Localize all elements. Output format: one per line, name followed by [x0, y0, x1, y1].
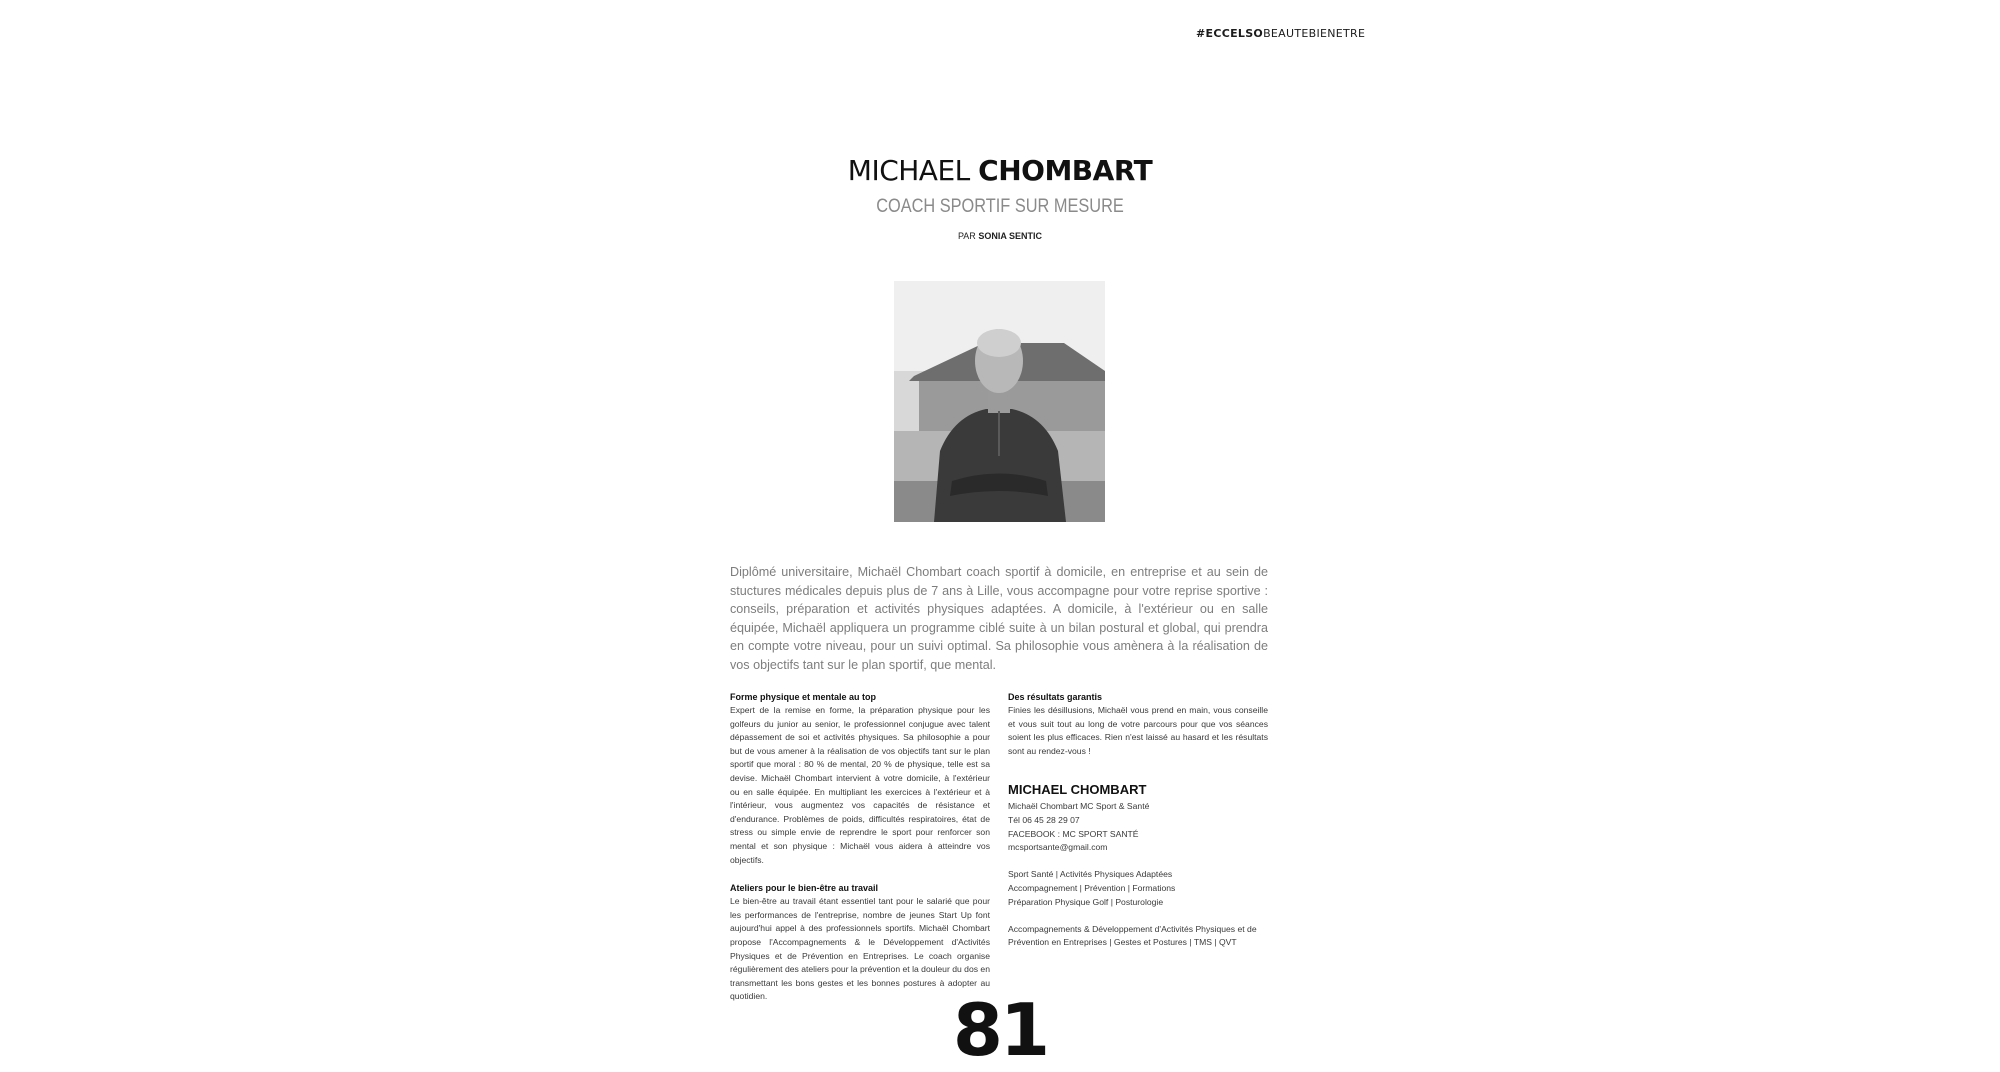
section-body: Finies les désillusions, Michaël vous prend en main, vous conseille et vous suit tout au long de votre parcours pour que vos séances soient les plus efficaces. Rien n'est laissé au hasard et les résultats sont au rendez-vous !: [1008, 705, 1268, 756]
magazine-hashtag: [1196, 27, 1365, 40]
hashtag-rest: BEAUTEBIENETRE: [1263, 27, 1366, 40]
article-title: [0, 154, 2000, 187]
section-heading: Des résultats garantis: [1008, 692, 1103, 702]
section-heading: Forme physique et mentale au top: [730, 692, 877, 702]
hashtag-bold: #ECCELSO: [1196, 27, 1264, 40]
right-column: [1008, 690, 1268, 950]
section-heading: Ateliers pour le bien-être au travail: [730, 883, 879, 894]
byline-prefix: PAR: [957, 231, 976, 241]
contact-name: MICHAEL CHOMBART: [1008, 782, 1147, 798]
byline-author: SONIA SENTIC: [978, 231, 1043, 241]
portrait-illustration: [894, 281, 1105, 522]
title-first-name: MICHAEL: [847, 154, 970, 187]
article-subtitle: COACH SPORTIF SUR MESURE: [876, 196, 1124, 217]
page-number: 81: [952, 988, 1048, 1072]
service-line: Préparation Physique Golf | Posturologie: [1008, 896, 1164, 907]
portrait-photo: [894, 281, 1105, 522]
article-intro: Diplômé universitaire, Michaël Chombart coach sportif à domicile, en entreprise et au sein de stuctures médicales depuis plus de 7 ans à Lille, vous accompagne pour votre reprise sportive : conseils, préparation et activités physiques adaptées. A domicile, à l'extérieur ou en salle équipée, Michaël appliquera un programme ciblé suite à un bilan postural et global, qui prendra en compte votre niveau, pour un suivi optimal. Sa philosophie vous amènera à la réalisation de vos objectifs tant sur le plan sportif, que mental.: [730, 565, 1268, 672]
service-line: Sport Santé | Activités Physiques Adaptées: [1008, 869, 1173, 880]
byline: [0, 231, 2000, 241]
title-last-name: CHOMBART: [978, 154, 1153, 187]
section-body: Le bien-être au travail étant essentiel tant pour le salarié que pour les performances de l'entreprise, nombre de jeunes Start Up font aujourd'hui appel à des professionnels sportifs. Michaël Chombart propose l'Accompagnements & le Développement d'Activités Physiques et de Prévention en Entreprises. Le coach organise régulièrement des ateliers pour la prévention et la douleur du dos en transmettant les bons gestes et les bonnes postures à adopter au quotidien.: [730, 896, 990, 1002]
left-column: [730, 690, 990, 1018]
section-body: Expert de la remise en forme, la préparation physique pour les golfeurs du junior au senior, le professionnel conjugue avec talent dépassement de soi et activités physiques. Sa philosophie a pour but de vous amener à la réalisation de vos objectifs tant sur le plan sportif que moral : 80 % de mental, 20 % de physique, telle est sa devise. Michaël Chombart intervient à votre domicile, à l'extérieur ou en salle équipée. En multipliant les exercices à l'extérieur et à l'intérieur, vous augmentez vos capacités de résistance et d'endurance. Problèmes de poids, difficultés respiratoires, état de stress ou simple envie de reprendre le sport pour renforcer son mental et son physique : Michaël vous aidera à atteindre vos objectifs.: [730, 705, 990, 865]
contact-phone: Tél 06 45 28 29 07: [1008, 814, 1080, 825]
contact-email: mcsportsante@gmail.com: [1008, 842, 1108, 853]
contact-facebook: FACEBOOK : MC SPORT SANTÉ: [1008, 828, 1139, 839]
enterprise-services: Accompagnements & Développement d'Activités Physiques et de Prévention en Entreprises | Gestes et Postures | TMS | QVT: [1008, 923, 1257, 948]
service-line: Accompagnement | Prévention | Formations: [1008, 882, 1176, 893]
contact-company: Michaël Chombart MC Sport & Santé: [1008, 801, 1150, 812]
